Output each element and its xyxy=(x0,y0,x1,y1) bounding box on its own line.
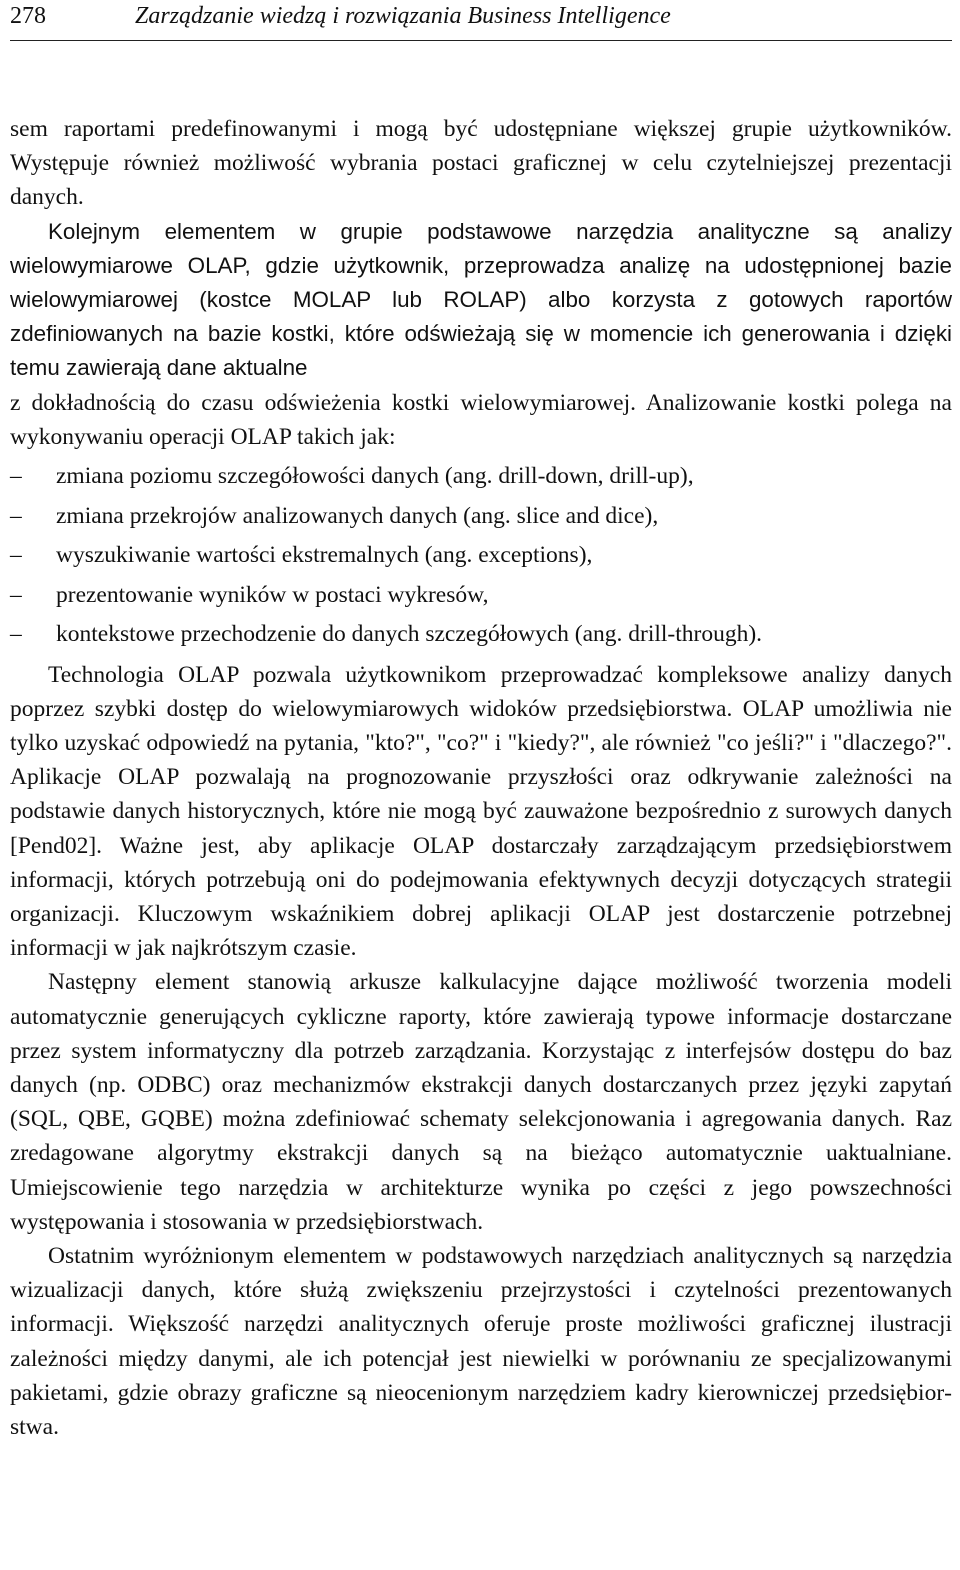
page-header xyxy=(10,0,952,41)
list-item: – kontekstowe przechodzenie do danych szczegółowych (ang. drill-through). xyxy=(10,615,952,655)
running-title: Zarządzanie wiedzą i rozwiązania Business Intelligence xyxy=(135,3,671,29)
body-text xyxy=(10,112,952,1444)
list-item: – zmiana poziomu szczegółowości danych (ang. drill-down, drill-up), xyxy=(10,457,952,497)
paragraph-visualization: Ostatnim wyróżnionym elementem w podstawowych narzędziach analitycznych są narzędzia wizualizacji danych, które służą zwiększeniu przejrzystości i czytelności prezentowanych informacji. Większość narzędzi analitycznych oferuje proste możliwości graficznej ilustracji zależności między danymi, ale ich potencjał jest niewielki w porównaniu ze specjalizowanymi pakietami, gdzie obrazy graficzne są nieocenionym narzędziem kadry kierowniczej przedsiębiorstwa. xyxy=(10,1242,952,1440)
paragraph-olap-analysis xyxy=(10,215,952,386)
list-item: – prezentowanie wyników w postaci wykresów, xyxy=(10,576,952,616)
paragraph-olap-intro: Kolejnym elementem w grupie podstawowe narzędzia analityczne są analizy wielowymiarowe OLAP, gdzie użytkownik, przeprowadza analizę na udostępnionej bazie wielowymiarowej (kostce MOLAP lub ROLAP) albo korzysta z gotowych raportów zdefiniowanych na bazie kostki, które odświeżają się w momencie ich generowania i dzięki temu zawierają dane aktualne xyxy=(10,218,952,381)
paragraph-olap-operations-intro: z dokładnością do czasu odświeżenia kostki wielowymiarowej. Analizowanie kostki polega na wykonywaniu operacji OLAP takich jak: xyxy=(10,389,952,450)
paragraph-continuation: sem raportami predefinowanymi i mogą być udostępniane większej grupie użytkowników. Występuje również możliwość wybrania postaci graficznej w celu czytelniejszej prezentacji danych. xyxy=(10,116,952,211)
dash-bullet: – xyxy=(10,581,22,608)
paragraph-spreadsheets: Następny element stanowią arkusze kalkulacyjne dające możliwość tworzenia modeli automatycznie generujących cykliczne raporty, które zawierają typowe informacje dostarczane przez system informatyczny dla potrzeb zarządzania. Korzystając z interfejsów dostępu do baz danych (np. ODBC) oraz mechanizmów ekstrakcji danych dostarczanych przez języki zapytań (SQL, QBE, GQBE) można zdefiniować schematy selekcjonowania i agregowania danych. Raz zredagowane algorytmy ekstrakcji danych są na bieżąco automatycznie uaktualniane. Umiejscowienie tego narzędzia w architekturze wynika po części z jego powszechności występowania i stosowania w przedsiębiorstwach. xyxy=(10,969,952,1235)
olap-operations-list xyxy=(10,457,952,655)
page-number: 278 xyxy=(10,3,46,29)
dash-bullet: – xyxy=(10,542,22,569)
dash-bullet: – xyxy=(10,463,22,490)
dash-bullet: – xyxy=(10,621,22,648)
dash-bullet: – xyxy=(10,502,22,529)
list-item: – wyszukiwanie wartości ekstremalnych (ang. exceptions), xyxy=(10,536,952,576)
list-item: – zmiana przekrojów analizowanych danych (ang. slice and dice), xyxy=(10,497,952,537)
paragraph-olap-technology: Technologia OLAP pozwala użytkownikom przeprowadzać kompleksowe analizy danych poprzez szybki dostęp do wielowymiarowych widoków przedsiębiorstwa. OLAP umożliwia nie tylko uzyskać odpowiedź na pytania, "kto?", "co?" i "kiedy?", ale również "co jeśli?" i "dlaczego?". Aplikacje OLAP pozwalają na prognozowanie przyszłości oraz odkrywanie zależności na podstawie danych historycznych, które nie mogą być zauważone bezpośrednio z surowych danych [Pend02]. Ważne jest, aby aplikacje OLAP dostarczały zarządzającym przedsiębiorstwem informacji, których potrzebują oni do podejmowania efektywnych decyzji dotyczących strategii organizacji. Kluczowym wskaźnikiem dobrej aplikacji OLAP jest dostarczenie potrzebnej informacji w jak najkrótszym czasie. xyxy=(10,661,952,962)
